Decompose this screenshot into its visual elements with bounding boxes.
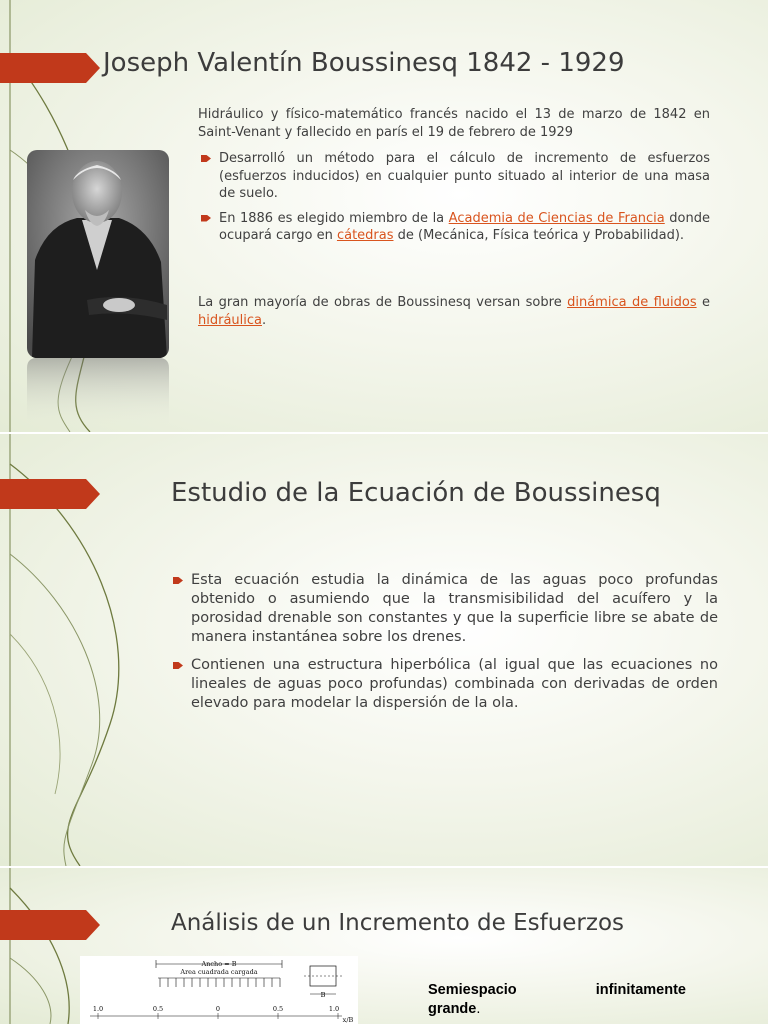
diagram-label-area: Area cuadrada cargada (180, 968, 258, 976)
stress-diagram-figure (80, 956, 358, 1024)
closing-paragraph (198, 294, 710, 329)
bullet-academy-text-3: de (Mecánica, Física teórica y Probabilidad). (393, 228, 685, 243)
slide-title: Análisis de un Incremento de Esfuerzos (171, 910, 625, 936)
portrait-photo (27, 150, 169, 358)
side-line-2: grande (428, 1001, 477, 1017)
closing-text-1: La gran mayoría de obras de Boussinesq versan sobre (198, 295, 568, 310)
side-line-2-end: . (476, 1001, 481, 1017)
title-arrow-marker (0, 53, 100, 83)
title-arrow-marker (0, 910, 100, 940)
bullet-item: Esta ecuación estudia la dinámica de las aguas poco profundas obtenido o asumiendo que la transmisibilidad del acuífero y la porosidad drenable son constantes y que la superficie libre se abate de manera instantánea sobre los drenes. (191, 572, 718, 645)
bullet-item: Contienen una estructura hiperbólica (al igual que las ecuaciones no lineales de aguas poco profundas) combinada con derivadas de orden elevado para modelar la dispersión de la ola. (191, 657, 718, 711)
side-caption (428, 981, 686, 1019)
title-arrow-marker (0, 479, 100, 509)
bullet-method: Desarrolló un método para el cálculo de incremento de esfuerzos (esfuerzos inducidos) en cualquier punto situado al interior de una masa de suelo. (219, 151, 710, 201)
diagram-axis-label: x/B (342, 1016, 354, 1024)
side-word-2: infinitamente (595, 982, 686, 998)
academy-link[interactable]: Academia de Ciencias de Francia (448, 210, 665, 226)
slide-title: Joseph Valentín Boussinesq 1842 - 1929 (103, 48, 625, 78)
side-word-1: Semiespacio (428, 982, 517, 998)
slide-equation-study (0, 434, 768, 866)
portrait-reflection (27, 358, 169, 428)
closing-text-2: e (696, 295, 710, 310)
diagram-label-width: Ancho = B (201, 960, 237, 968)
diagram-label-b: B (320, 991, 326, 999)
bullet-list (191, 571, 718, 722)
stress-diagram (80, 956, 358, 1024)
bullet-list (219, 150, 710, 252)
diagram-tick: 0.5 (272, 1005, 284, 1013)
portrait-image (27, 150, 169, 358)
slide-stress-analysis (0, 868, 768, 1024)
closing-text-3: . (262, 312, 267, 328)
diagram-tick: 1.0 (328, 1005, 340, 1013)
diagram-tick: 1.0 (92, 1005, 104, 1013)
bullet-academy (219, 210, 710, 245)
bullet-academy-text-2: donde ocupará cargo en (219, 210, 710, 243)
slide-biography (0, 0, 768, 432)
intro-paragraph: Hidráulico y físico-matemático francés nacido el 13 de marzo de 1842 en Saint-Venant y fallecido en parís el 19 de febrero de 1929 (198, 107, 710, 140)
diagram-tick: 0.5 (152, 1005, 164, 1013)
fluid-dynamics-link[interactable]: dinámica de fluidos (567, 295, 697, 310)
bullet-academy-text-1: En 1886 es elegido miembro de la (219, 210, 449, 226)
hydraulics-link[interactable]: hidráulica (198, 312, 262, 328)
slide-title: Estudio de la Ecuación de Boussinesq (171, 478, 661, 508)
diagram-tick: 0 (215, 1005, 221, 1013)
catedras-link[interactable]: cátedras (336, 228, 394, 243)
